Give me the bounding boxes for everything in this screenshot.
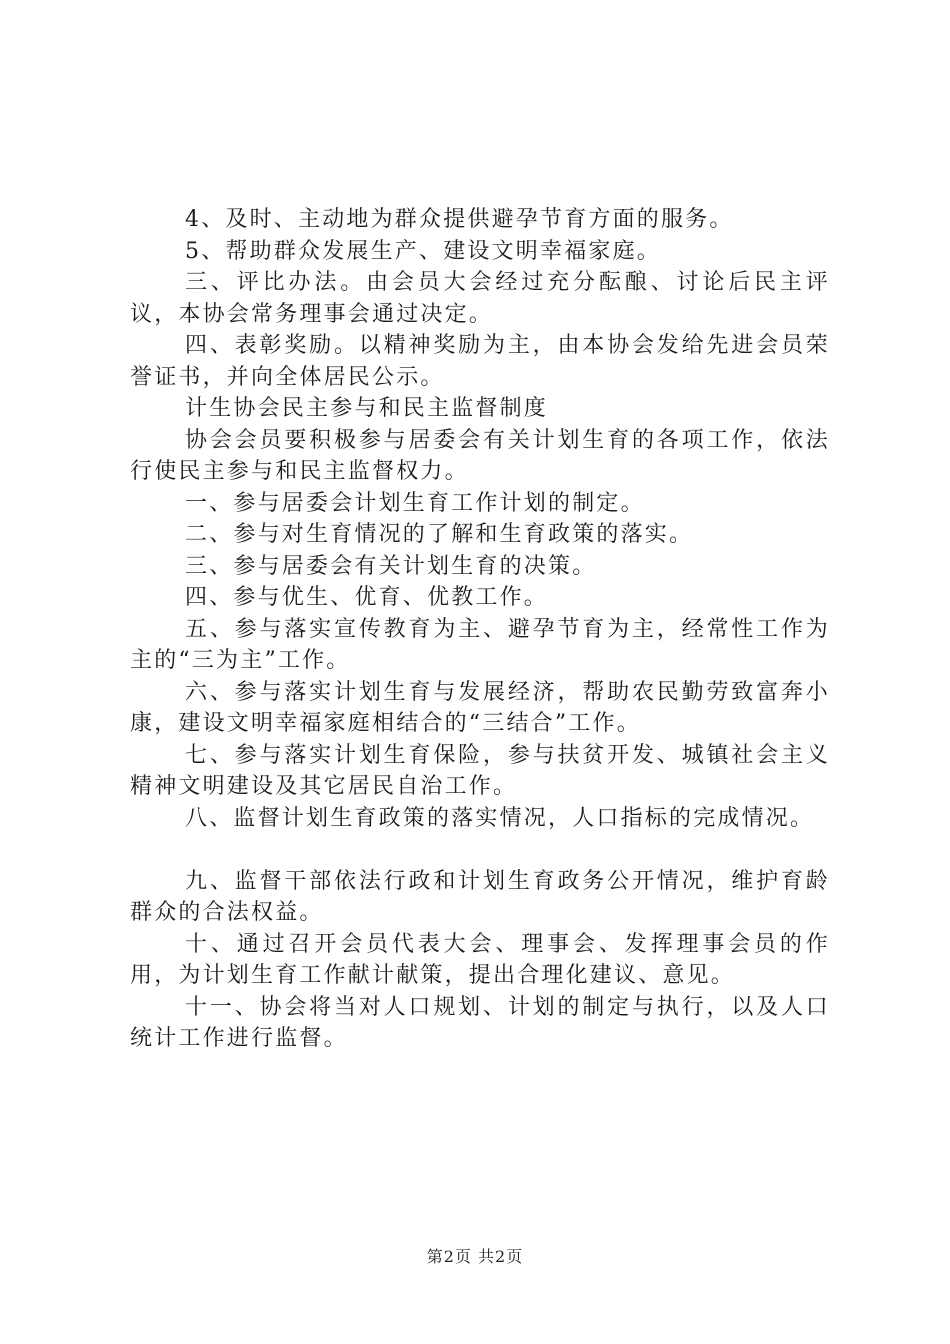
document-body [130,204,830,1055]
page-number-footer: 第2页 共2页 [426,1247,524,1266]
paragraph-16: 十、通过召开会员代表大会、理事会、发挥理事会员的作用，为计划生育工作献计献策，提出合理化建议、意见。 [130,931,830,988]
paragraph-17: 十一、协会将当对人口规划、计划的制定与执行，以及人口统计工作进行监督。 [130,994,830,1051]
paragraph-9: 三、参与居委会有关计划生育的决策。 [185,553,597,579]
paragraph-1: 4、及时、主动地为群众提供避孕节育方面的服务。 [185,207,734,232]
paragraph-3: 三、评比办法。由会员大会经过充分酝酿、讨论后民主评议，本协会常务理事会通过决定。 [130,270,830,327]
section-heading: 计生协会民主参与和民主监督制度 [185,396,549,421]
paragraph-8: 二、参与对生育情况的了解和生育政策的落实。 [185,522,694,547]
paragraph-14: 八、监督计划生育政策的落实情况，人口指标的完成情况。 [185,805,815,831]
paragraph-13: 七、参与落实计划生育保险，参与扶贫开发、城镇社会主义精神文明建设及其它居民自治工作。 [130,742,830,799]
paragraph-7: 一、参与居委会计划生育工作计划的制定。 [185,490,645,516]
paragraph-6: 协会会员要积极参与居委会有关计划生育的各项工作，依法行使民主参与和民主监督权力。 [130,427,830,484]
paragraph-15: 九、监督干部依法行政和计划生育政务公开情况，维护育龄群众的合法权益。 [130,868,830,925]
paragraph-4: 四、表彰奖励。以精神奖励为主，由本协会发给先进会员荣誉证书，并向全体居民公示。 [130,333,830,390]
paragraph-2: 5、帮助群众发展生产、建设文明幸福家庭。 [185,238,661,264]
paragraph-10: 四、参与优生、优育、优教工作。 [185,585,549,610]
paragraph-12: 六、参与落实计划生育与发展经济，帮助农民勤劳致富奔小康，建设文明幸福家庭相结合的“三结合”工作。 [130,679,830,736]
paragraph-11: 五、参与落实宣传教育为主、避孕节育为主，经常性工作为主的“三为主”工作。 [130,616,830,673]
